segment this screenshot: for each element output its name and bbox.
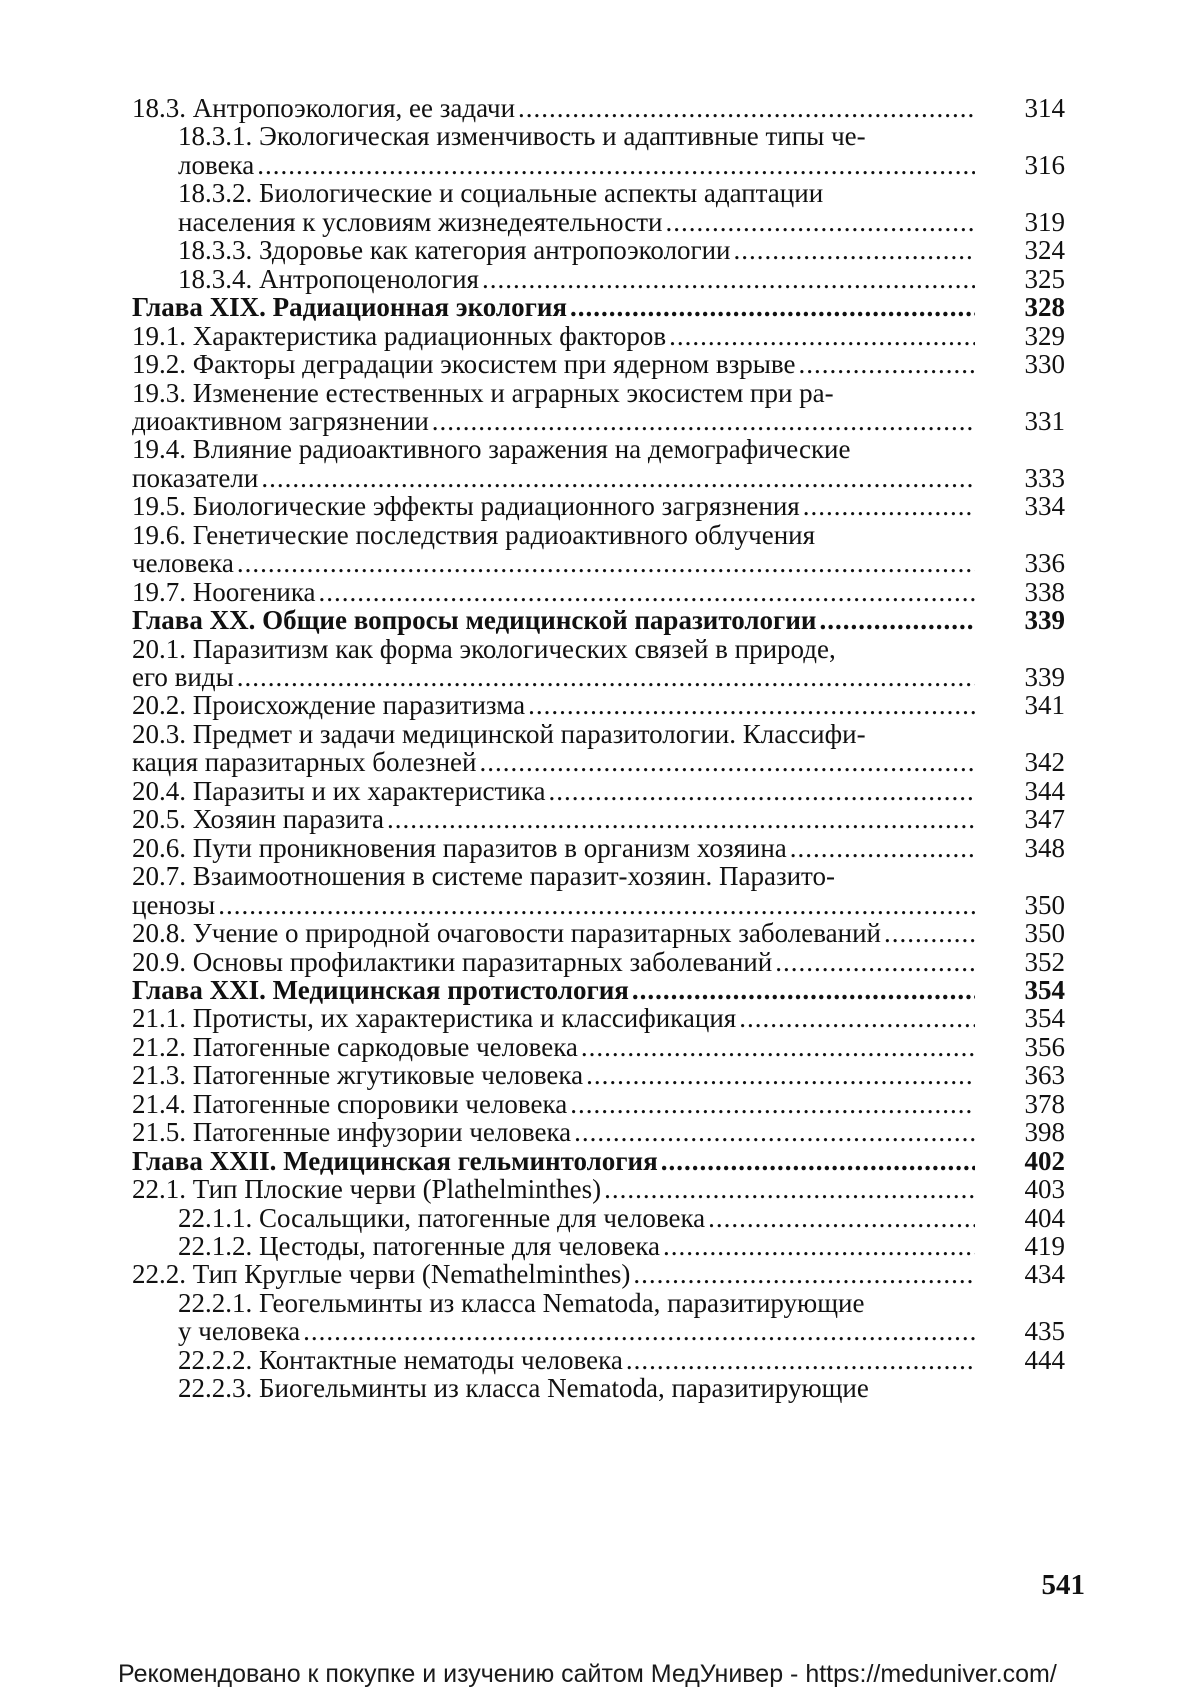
toc-entry-title: Глава XX. Общие вопросы медицинской паразитологии <box>132 605 817 636</box>
toc-entry-line <box>132 804 975 834</box>
dot-leader <box>819 605 975 635</box>
toc-entry-line <box>132 1089 975 1119</box>
toc-entry <box>0 1060 1200 1091</box>
dot-leader <box>669 321 975 351</box>
toc-entry-title: диоактивном загрязнении <box>132 405 429 436</box>
toc-entry-title: населения к условиям жизнедеятельности <box>178 206 663 237</box>
toc-page-number: 354 <box>1024 1003 1065 1034</box>
toc-entry-title: 22.2.1. Геогельминты из класса Nematoda, паразитирующие <box>178 1287 865 1318</box>
toc-entry-title: 21.2. Патогенные саркодовые человека <box>132 1031 578 1062</box>
toc-entry-title: 20.6. Пути проникновения паразитов в организм хозяина <box>132 832 787 863</box>
toc-entry-title: 19.4. Влияние радиоактивного заражения на демографические <box>132 434 851 465</box>
toc-entry-title: 20.1. Паразитизм как форма экологических связей в природе, <box>132 633 836 664</box>
toc-entry <box>0 349 1200 380</box>
toc-entry <box>0 634 1200 691</box>
toc-entry <box>0 1174 1200 1205</box>
toc-entry-line <box>132 947 975 977</box>
toc-entry-title: 22.2.3. Биогельминты из класса Nematoda, паразитирующие <box>178 1373 869 1404</box>
toc-entry-title: 22.1.1. Сосальщики, патогенные для человека <box>178 1202 706 1233</box>
toc-entry <box>0 1032 1200 1060</box>
toc-entry <box>0 1003 1200 1034</box>
toc-entry-title: 18.3.1. Экологическая изменчивость и адаптивные типы че- <box>178 121 866 152</box>
toc-page-number: 316 <box>1024 149 1065 180</box>
toc-entry-line <box>178 178 975 208</box>
dot-leader <box>739 1003 975 1033</box>
dot-leader <box>479 747 975 777</box>
toc-entry-line <box>132 1146 975 1176</box>
toc-page-number: 331 <box>1024 405 1065 436</box>
dot-leader <box>237 548 975 578</box>
toc-entry-title: 21.3. Патогенные жгутиковые человека <box>132 1060 584 1091</box>
toc-entry <box>0 93 1200 121</box>
toc-entry-line <box>132 719 975 749</box>
toc-page-number: 341 <box>1024 690 1065 721</box>
toc-entry <box>0 947 1200 975</box>
toc-entry-title: 22.1.2. Цестоды, патогенные для человека <box>178 1231 661 1261</box>
toc-entry-line <box>132 548 975 578</box>
toc-entry-line <box>178 1231 975 1261</box>
dot-leader <box>528 690 975 720</box>
toc-entry-title: 21.1. Протисты, их характеристика и классификация <box>132 1003 737 1034</box>
toc-entry-line <box>178 235 975 265</box>
toc-page-number: 339 <box>1024 605 1065 636</box>
toc-entry-line <box>132 463 975 493</box>
toc-entry <box>0 804 1200 835</box>
dot-leader <box>734 235 975 265</box>
toc-entry-title: его виды <box>132 661 234 692</box>
toc-entry-title: 19.2. Факторы деградации экосистем при ядерном взрыве <box>132 349 796 380</box>
toc-entry-title: 20.9. Основы профилактики паразитарных заболеваний <box>132 946 773 977</box>
toc-page-number: 333 <box>1024 462 1065 493</box>
toc-entry-line <box>132 747 975 777</box>
toc-entry <box>0 434 1200 491</box>
toc-entry-line <box>178 207 975 237</box>
toc-chapter-heading <box>0 975 1200 1003</box>
toc-entry-line <box>178 1288 975 1318</box>
toc-entry-title: человека <box>132 548 234 579</box>
toc-entry-title: ценозы <box>132 889 216 920</box>
toc-entry-title: Глава XIX. Радиационная экология <box>132 292 567 323</box>
dot-leader <box>482 264 975 294</box>
toc-entry <box>0 1203 1200 1231</box>
toc-entry-title: 19.5. Биологические эффекты радиационного загрязнения <box>132 491 800 522</box>
toc-entry-line <box>178 121 975 151</box>
toc-entry-title: 18.3.2. Биологические и социальные аспекты адаптации <box>178 178 824 209</box>
toc-entry-line <box>132 634 975 664</box>
toc-entry-line <box>178 264 975 294</box>
toc-page-number: 347 <box>1024 804 1065 835</box>
dot-leader <box>257 150 975 180</box>
dot-leader <box>661 1146 975 1176</box>
toc-page-number: 356 <box>1024 1031 1065 1062</box>
toc-entry-title: 22.2.2. Контактные нематоды человека <box>178 1344 623 1375</box>
toc-entry <box>0 776 1200 804</box>
toc-entry-line <box>132 918 975 948</box>
toc-entry-line <box>132 1174 975 1204</box>
dot-leader <box>604 1174 975 1204</box>
toc-entry-title: 20.5. Хозяин паразита <box>132 804 384 835</box>
toc-page-number: 404 <box>1024 1202 1065 1233</box>
dot-leader <box>626 1345 975 1375</box>
toc-page-number: 402 <box>1024 1145 1065 1176</box>
dot-leader <box>237 662 975 692</box>
toc-entry <box>0 861 1200 918</box>
toc-entry <box>0 1288 1200 1345</box>
toc-entry-line <box>132 520 975 550</box>
toc-entry <box>0 378 1200 435</box>
toc-entry-line <box>178 1316 975 1346</box>
toc-entry <box>0 577 1200 605</box>
toc-entry-title: 19.3. Изменение естественных и аграрных экосистем при ра- <box>132 377 834 408</box>
dot-leader <box>581 1032 975 1062</box>
toc-entry-line <box>132 861 975 891</box>
toc-entry-line <box>178 150 975 180</box>
dot-leader <box>303 1316 975 1346</box>
dot-leader <box>319 577 975 607</box>
dot-leader <box>261 463 975 493</box>
toc-page-number: 329 <box>1024 320 1065 351</box>
dot-leader <box>218 890 975 920</box>
toc-page-number: 325 <box>1024 263 1065 294</box>
toc-page-number: 344 <box>1024 775 1065 806</box>
toc-entry-line <box>132 1117 975 1147</box>
toc-page-number: 324 <box>1024 235 1065 266</box>
toc-entry <box>0 719 1200 776</box>
dot-leader <box>432 406 975 436</box>
toc-entry-line <box>132 378 975 408</box>
toc-page-number: 314 <box>1024 93 1065 123</box>
toc-entry-line <box>178 1373 975 1403</box>
footer-recommendation[interactable]: Рекомендовано к покупке и изучению сайтом МедУнивер - https://meduniver.com/ <box>118 1660 1057 1688</box>
toc-entry-line <box>132 349 975 379</box>
toc-entry-title: ловека <box>178 149 255 180</box>
dot-leader <box>548 776 975 806</box>
toc-entry-line <box>178 1345 975 1375</box>
toc-entry-title: 20.4. Паразиты и их характеристика <box>132 775 546 806</box>
toc-entry-line <box>132 833 975 863</box>
dot-leader <box>518 93 975 123</box>
toc-entry-title: 21.4. Патогенные споровики человека <box>132 1088 568 1119</box>
toc-entry-title: 20.2. Происхождение паразитизма <box>132 690 526 721</box>
toc-entry-title: 19.7. Ноогеника <box>132 576 316 607</box>
toc-entry-line <box>132 1259 975 1289</box>
toc-entry <box>0 918 1200 949</box>
toc-entry-line <box>132 491 975 521</box>
dot-leader <box>708 1203 975 1233</box>
toc-page-number: 434 <box>1024 1259 1065 1290</box>
toc-entry-line <box>132 1060 975 1090</box>
toc-page-number: 444 <box>1024 1344 1065 1375</box>
toc-entry-title: 21.5. Патогенные инфузории человека <box>132 1117 572 1148</box>
toc-page-number: 403 <box>1024 1174 1065 1205</box>
toc-page-number: 339 <box>1024 661 1065 692</box>
toc-entry <box>0 321 1200 349</box>
toc-entry-line <box>132 434 975 464</box>
toc-entry-title: 18.3. Антропоэкология, ее задачи <box>132 93 516 123</box>
toc-entry <box>0 1373 1200 1404</box>
toc-entry <box>0 1259 1200 1290</box>
toc-page-number: 352 <box>1024 946 1065 977</box>
dot-leader <box>790 833 975 863</box>
toc-page-number: 350 <box>1024 918 1065 949</box>
toc-entry <box>0 1231 1200 1259</box>
dot-leader <box>574 1117 975 1147</box>
toc-entry-line <box>132 1032 975 1062</box>
toc-entry-title: показатели <box>132 462 259 493</box>
toc-page-number: 334 <box>1024 491 1065 522</box>
toc-page-number: 342 <box>1024 747 1065 778</box>
dot-leader <box>665 207 975 237</box>
dot-leader <box>586 1060 975 1090</box>
dot-leader <box>803 491 975 521</box>
toc-entry-title: 22.2. Тип Круглые черви (Nemathelminthes) <box>132 1259 631 1290</box>
toc-entry <box>0 833 1200 861</box>
toc-entry-line <box>132 93 975 123</box>
toc-entry <box>0 491 1200 522</box>
toc-entry-title: 20.8. Учение о природной очаговости паразитарных заболеваний <box>132 918 881 949</box>
toc-page-number: 328 <box>1024 292 1065 323</box>
toc-entry-line <box>132 1003 975 1033</box>
toc-page-number: 354 <box>1024 974 1065 1005</box>
dot-leader <box>633 1259 975 1289</box>
toc-chapter-heading <box>0 292 1200 323</box>
toc-chapter-heading <box>0 605 1200 636</box>
toc-entry-line <box>132 776 975 806</box>
toc-entry-title: Глава XXII. Медицинская гельминтология <box>132 1145 658 1176</box>
toc-chapter-heading <box>0 1146 1200 1174</box>
toc-page-number: 348 <box>1024 832 1065 863</box>
toc-entry-line <box>132 292 975 322</box>
toc-entry-line <box>132 605 975 635</box>
dot-leader <box>663 1231 975 1261</box>
toc-entry-title: у человека <box>178 1316 301 1347</box>
toc-entry-title: 20.7. Взаимоотношения в системе паразит-хозяин. Паразито- <box>132 861 835 892</box>
toc-entry-line <box>132 662 975 692</box>
toc-entry-line <box>132 890 975 920</box>
toc-entry-line <box>178 1203 975 1233</box>
toc-entry-title: 18.3.3. Здоровье как категория антропоэкологии <box>178 235 731 266</box>
toc-entry <box>0 1345 1200 1373</box>
toc-page-number: 350 <box>1024 889 1065 920</box>
toc-entry-title: кация паразитарных болезней <box>132 747 477 778</box>
toc-page-number: 378 <box>1024 1088 1065 1119</box>
toc-entry <box>0 690 1200 721</box>
toc-entry-title: 19.6. Генетические последствия радиоактивного облучения <box>132 519 816 550</box>
toc-entry-line <box>132 577 975 607</box>
toc-entry <box>0 1089 1200 1117</box>
dot-leader <box>387 804 975 834</box>
toc-entry <box>0 264 1200 292</box>
dot-leader <box>799 349 976 379</box>
toc-page-number: 330 <box>1024 349 1065 380</box>
toc-entry-line <box>132 321 975 351</box>
toc-page-number: 336 <box>1024 548 1065 579</box>
toc-entry-title: Глава XXI. Медицинская протистология <box>132 974 629 1005</box>
toc-entry <box>0 235 1200 266</box>
toc-entry <box>0 1117 1200 1148</box>
dot-leader <box>775 947 975 977</box>
toc-entry-title: 19.1. Характеристика радиационных факторов <box>132 320 667 351</box>
toc-page-number: 338 <box>1024 576 1065 607</box>
toc-page-number: 419 <box>1024 1231 1065 1261</box>
toc-entry-line <box>132 690 975 720</box>
toc-page-number: 398 <box>1024 1117 1065 1148</box>
page-number: 541 <box>1041 1569 1085 1601</box>
toc-entry-line <box>132 406 975 436</box>
toc-entry-title: 22.1. Тип Плоские черви (Plathelminthes) <box>132 1174 602 1205</box>
toc-page-number: 435 <box>1024 1316 1065 1347</box>
toc-entry <box>0 178 1200 235</box>
toc-entry-line <box>132 975 975 1005</box>
dot-leader <box>570 292 975 322</box>
dot-leader <box>632 975 975 1005</box>
dot-leader <box>884 918 975 948</box>
dot-leader <box>570 1089 975 1119</box>
toc-entry <box>0 121 1200 178</box>
toc-entry-title: 18.3.4. Антропоценология <box>178 263 479 294</box>
toc-entry-title: 20.3. Предмет и задачи медицинской паразитологии. Классифи- <box>132 718 866 749</box>
toc-entry <box>0 520 1200 577</box>
toc-page-number: 363 <box>1024 1060 1065 1091</box>
toc-page-number: 319 <box>1024 206 1065 237</box>
